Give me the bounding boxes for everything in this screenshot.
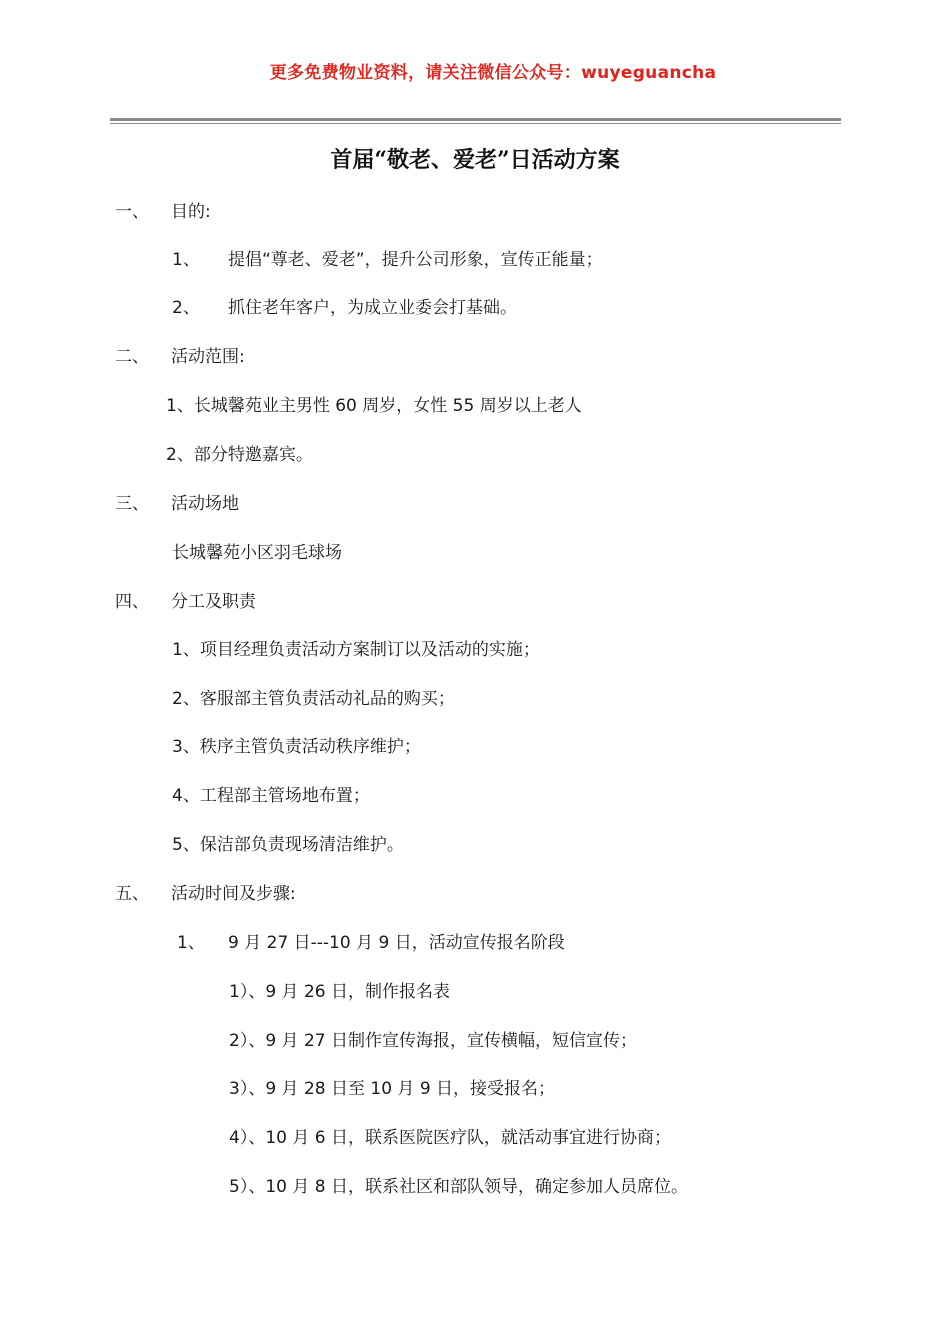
section-heading: 分工及职责	[171, 592, 256, 612]
section-heading: 活动范围:	[171, 347, 245, 367]
section-number: 一、	[115, 202, 149, 222]
list-item-text: 抓住老年客户，为成立业委会打基础。	[228, 298, 517, 318]
list-item-text: 提倡“尊老、爱老”，提升公司形象，宣传正能量；	[228, 250, 603, 270]
list-item-text: 5、保洁部负责现场清洁维护。	[172, 835, 404, 855]
list-item-text: 长城馨苑小区羽毛球场	[172, 543, 342, 563]
sub-list-item-text: 2）、9 月 27 日制作宣传海报，宣传横幅，短信宣传；	[229, 1031, 637, 1051]
document-title: 首届“敬老、爱老”日活动方案	[330, 147, 620, 173]
list-item-text: 2、部分特邀嘉宾。	[166, 445, 313, 465]
list-item-text: 3、秩序主管负责活动秩序维护；	[172, 737, 421, 757]
list-item-number: 1、	[172, 250, 200, 270]
section-heading: 目的:	[171, 202, 211, 222]
list-item-text: 9 月 27 日---10 月 9 日，活动宣传报名阶段	[228, 933, 565, 953]
list-item-text: 1、项目经理负责活动方案制订以及活动的实施；	[172, 640, 540, 660]
list-item-text: 1、长城馨苑业主男性 60 周岁，女性 55 周岁以上老人	[166, 396, 582, 416]
list-item-number: 2、	[172, 298, 200, 318]
list-item-text: 2、客服部主管负责活动礼品的购买；	[172, 689, 455, 709]
section-heading: 活动时间及步骤:	[171, 884, 296, 904]
header-divider-thin	[110, 123, 841, 124]
section-number: 二、	[115, 347, 149, 367]
list-item-text: 4、工程部主管场地布置；	[172, 786, 370, 806]
header-banner: 更多免费物业资料，请关注微信公众号：wuyeguancha	[269, 63, 717, 83]
sub-list-item-text: 1）、9 月 26 日，制作报名表	[229, 982, 450, 1002]
section-number: 三、	[115, 494, 149, 514]
sub-list-item-text: 4）、10 月 6 日，联系医院医疗队，就活动事宜进行协商；	[229, 1128, 671, 1148]
list-item-number: 1、	[177, 933, 205, 953]
section-number: 四、	[115, 592, 149, 612]
section-number: 五、	[115, 884, 149, 904]
sub-list-item-text: 5）、10 月 8 日，联系社区和部队领导，确定参加人员席位。	[229, 1177, 688, 1197]
section-heading: 活动场地	[171, 494, 239, 514]
sub-list-item-text: 3）、9 月 28 日至 10 月 9 日，接受报名；	[229, 1079, 556, 1099]
header-divider	[110, 118, 841, 121]
